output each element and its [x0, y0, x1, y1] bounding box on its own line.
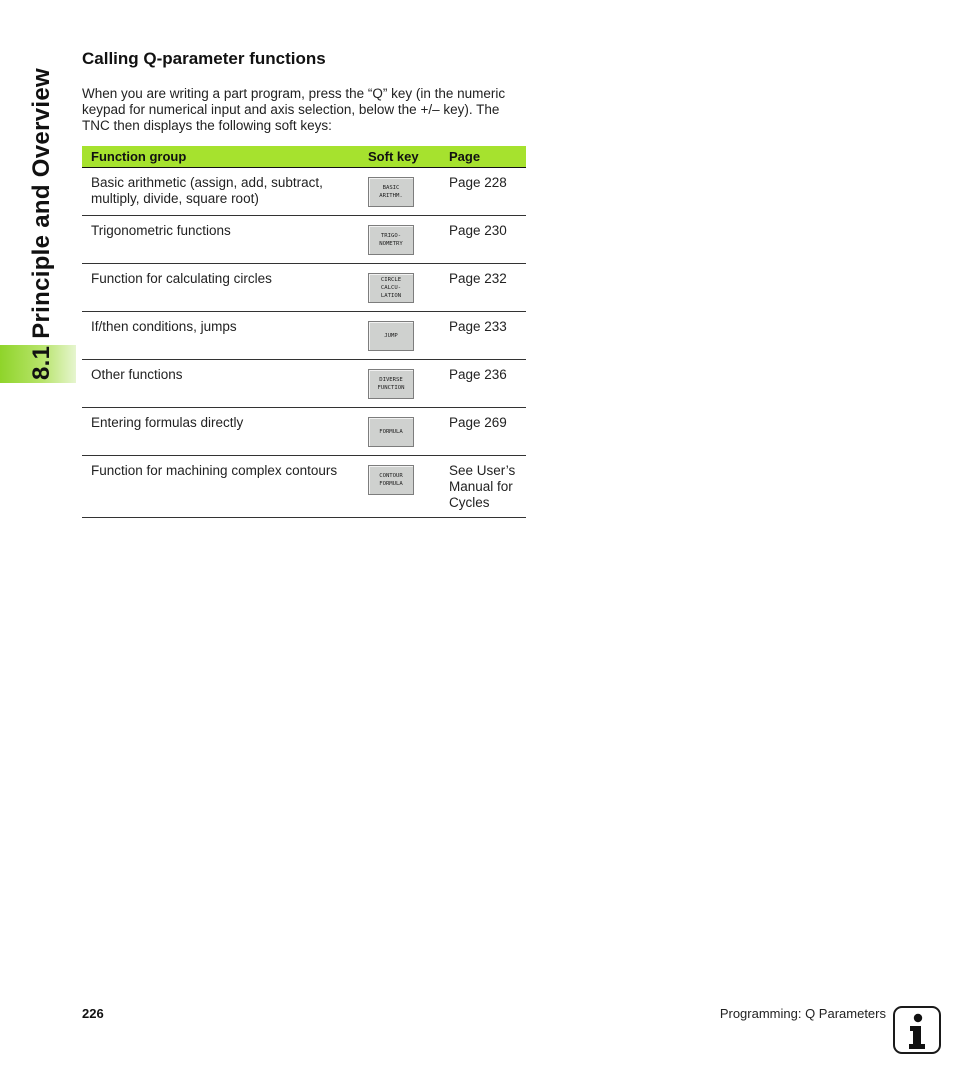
softkey-label: JUMP: [384, 333, 398, 339]
chapter-side-heading: 8.1 Principle and Overview: [28, 68, 55, 380]
soft-key-cell: [359, 360, 440, 408]
page-ref-cell: See User’s Manual for Cycles: [440, 456, 526, 518]
page-ref-cell: Page 230: [440, 216, 526, 264]
table-row: [82, 312, 526, 360]
softkey-label: CIRCLE: [380, 277, 402, 283]
softkey-label: FUNCTION: [377, 385, 405, 391]
chapter-footer-label: Programming: Q Parameters: [719, 1006, 886, 1021]
table-header-row: [82, 146, 526, 168]
circle-calculation-softkey[interactable]: [368, 273, 414, 303]
page-ref-cell: Page 232: [440, 264, 526, 312]
header-function-group: Function group: [82, 146, 359, 168]
softkey-label: CALCU-: [380, 285, 402, 291]
table-row: [82, 264, 526, 312]
softkey-label: FORMULA: [379, 481, 403, 487]
softkey-label: CONTOUR: [379, 473, 403, 479]
softkey-label: FORMULA: [379, 429, 403, 435]
jump-softkey[interactable]: [368, 321, 414, 351]
function-group-cell: Trigonometric functions: [82, 216, 359, 264]
section-title: Calling Q-parameter functions: [82, 49, 326, 68]
header-page: Page: [440, 146, 526, 168]
softkey-label: LATION: [380, 293, 402, 299]
soft-key-cell: [359, 408, 440, 456]
soft-key-cell: [359, 168, 440, 216]
page-ref-cell: Page 228: [440, 168, 526, 216]
soft-key-cell: [359, 264, 440, 312]
softkey-label: ARITHM.: [379, 193, 403, 199]
soft-key-cell: [359, 312, 440, 360]
softkey-label: NOMETRY: [379, 241, 403, 247]
table-row: [82, 216, 526, 264]
page-ref-cell: Page 233: [440, 312, 526, 360]
table-row: [82, 456, 526, 518]
header-soft-key: Soft key: [359, 146, 440, 168]
function-group-cell: Function for machining complex contours: [82, 456, 359, 518]
basic-arithm-softkey[interactable]: [368, 177, 414, 207]
table-row: [82, 408, 526, 456]
softkey-label: DIVERSE: [379, 377, 403, 383]
soft-key-cell: [359, 456, 440, 518]
soft-key-cell: [359, 216, 440, 264]
softkey-label: BASIC: [382, 185, 400, 191]
page-ref-cell: Page 236: [440, 360, 526, 408]
diverse-function-softkey[interactable]: [368, 369, 414, 399]
function-group-cell: Basic arithmetic (assign, add, subtract, multiply, divide, square root): [82, 168, 359, 216]
table-row: [82, 168, 526, 216]
intro-paragraph: When you are writing a part program, press the “Q” key (in the numeric keypad for numerical input and axis selection, below the +/– key). The TNC then displays the following soft keys:: [82, 86, 506, 133]
info-icon: [893, 1006, 941, 1054]
contour-formula-softkey[interactable]: [368, 465, 414, 495]
function-table: [82, 146, 526, 518]
page-ref-cell: Page 269: [440, 408, 526, 456]
function-group-cell: Function for calculating circles: [82, 264, 359, 312]
table-row: [82, 360, 526, 408]
function-group-cell: Entering formulas directly: [82, 408, 359, 456]
trigonometry-softkey[interactable]: [368, 225, 414, 255]
page-number: 226: [82, 1006, 104, 1021]
softkey-label: TRIGO-: [380, 233, 402, 239]
function-group-cell: Other functions: [82, 360, 359, 408]
function-group-cell: If/then conditions, jumps: [82, 312, 359, 360]
formula-softkey[interactable]: [368, 417, 414, 447]
